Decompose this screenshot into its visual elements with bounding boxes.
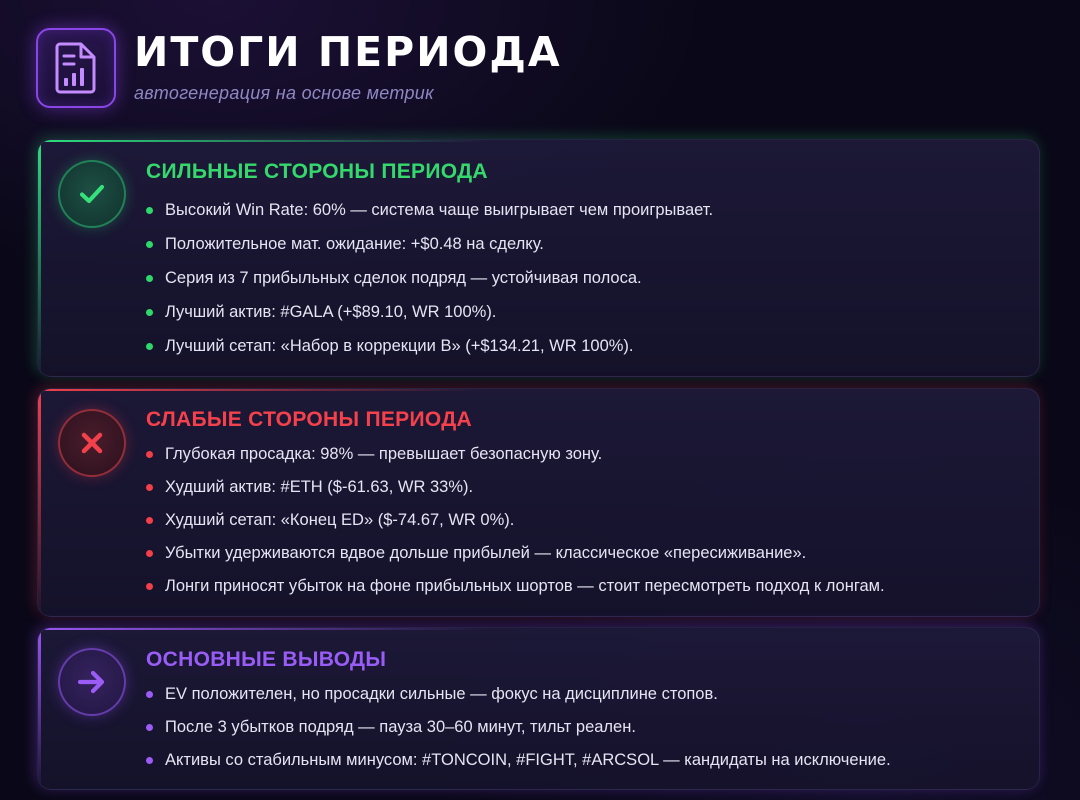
list-item: Убытки удерживаются вдвое дольше прибылей — классическое «пересиживание». xyxy=(146,541,885,574)
list-item: Худший сетап: «Конец ED» ($-74.67, WR 0%). xyxy=(146,508,885,541)
strengths-title: СИЛЬНЫЕ СТОРОНЫ ПЕРИОДА xyxy=(146,160,488,183)
list-item: Высокий Win Rate: 60% — система чаще выигрывает чем проигрывает. xyxy=(146,198,713,232)
list-item: Лучший актив: #GALA (+$89.10, WR 100%). xyxy=(146,300,713,334)
bullet-dot xyxy=(146,724,153,731)
list-item: Худший актив: #ETH ($-61.63, WR 33%). xyxy=(146,475,885,508)
page-header xyxy=(36,26,562,110)
cross-icon xyxy=(58,409,126,477)
list-item: Положительное мат. ожидание: +$0.48 на сделку. xyxy=(146,232,713,266)
arrow-right-icon xyxy=(58,648,126,716)
bullet-dot xyxy=(146,691,153,698)
page-title: ИТОГИ ПЕРИОДА xyxy=(134,28,562,76)
bullet-dot xyxy=(146,275,153,282)
list-item: Глубокая просадка: 98% — превышает безопасную зону. xyxy=(146,442,885,475)
bullet-dot xyxy=(146,583,153,590)
list-item: Активы со стабильным минусом: #TONCOIN, #FIGHT, #ARCSOL — кандидаты на исключение. xyxy=(146,748,891,781)
list-item: Лонги приносят убыток на фоне прибыльных шортов — стоит пересмотреть подход к лонгам. xyxy=(146,574,885,607)
report-chart-icon xyxy=(36,28,116,108)
list-item: После 3 убытков подряд — пауза 30–60 минут, тильт реален. xyxy=(146,715,891,748)
conclusions-title: ОСНОВНЫЕ ВЫВОДЫ xyxy=(146,648,387,671)
bullet-dot xyxy=(146,757,153,764)
strengths-card xyxy=(37,139,1040,377)
conclusions-card xyxy=(37,627,1040,790)
conclusions-list xyxy=(146,682,891,781)
bullet-dot xyxy=(146,550,153,557)
page-subtitle: автогенерация на основе метрик xyxy=(134,83,434,103)
bullet-dot xyxy=(146,451,153,458)
weaknesses-title: СЛАБЫЕ СТОРОНЫ ПЕРИОДА xyxy=(146,408,472,431)
bullet-dot xyxy=(146,241,153,248)
check-icon xyxy=(58,160,126,228)
list-item: Лучший сетап: «Набор в коррекции В» (+$134.21, WR 100%). xyxy=(146,334,713,368)
list-item: Серия из 7 прибыльных сделок подряд — устойчивая полоса. xyxy=(146,266,713,300)
bullet-dot xyxy=(146,343,153,350)
bullet-dot xyxy=(146,309,153,316)
list-item: EV положителен, но просадки сильные — фокус на дисциплине стопов. xyxy=(146,682,891,715)
weaknesses-list xyxy=(146,442,885,607)
bullet-dot xyxy=(146,517,153,524)
bullet-dot xyxy=(146,207,153,214)
strengths-list xyxy=(146,198,713,368)
weaknesses-card xyxy=(37,388,1040,617)
bullet-dot xyxy=(146,484,153,491)
